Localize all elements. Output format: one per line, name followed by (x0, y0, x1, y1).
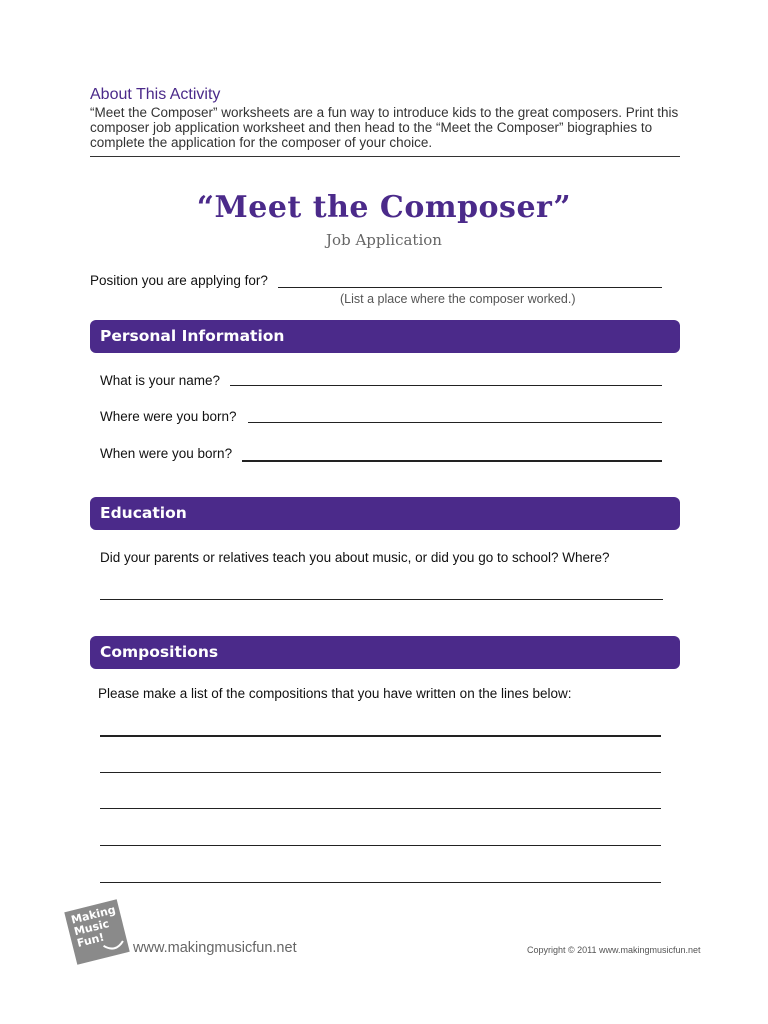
page-subtitle: Job Application (326, 231, 442, 249)
logo-text: Making Music Fun! (69, 903, 117, 950)
website-link[interactable]: www.makingmusicfun.net (133, 940, 297, 956)
compositions-heading: Compositions (100, 643, 219, 661)
making-music-fun-logo (64, 899, 129, 964)
composition-line[interactable] (100, 808, 661, 809)
position-hint: (List a place where the composer worked.) (340, 292, 576, 306)
born-date-label: When were you born? (100, 446, 233, 461)
composition-line[interactable] (100, 772, 661, 773)
composition-line[interactable] (100, 882, 661, 883)
compositions-header (90, 636, 680, 669)
education-line[interactable] (100, 599, 663, 600)
composition-line[interactable] (100, 845, 661, 846)
education-question: Did your parents or relatives teach you about music, or did you go to school? Where? (100, 550, 610, 565)
name-label: What is your name? (100, 373, 221, 388)
copyright-text: Copyright © 2011 www.makingmusicfun.net (527, 945, 701, 955)
born-date-line[interactable] (242, 460, 662, 462)
born-place-label: Where were you born? (100, 409, 237, 424)
page-title: “Meet the Composer” (196, 190, 572, 225)
name-line[interactable] (230, 385, 662, 386)
personal-info-heading: Personal Information (100, 327, 285, 345)
about-divider (90, 156, 680, 157)
about-title: About This Activity (90, 86, 221, 103)
education-heading: Education (100, 504, 187, 522)
born-place-line[interactable] (248, 422, 662, 423)
personal-info-header (90, 320, 680, 353)
about-text: “Meet the Composer” worksheets are a fun way to introduce kids to the great composers. Print this composer job application worksheet and then head to the “Meet the Composer” biographies to complete the application for the composer of your choice. (90, 105, 679, 150)
position-label: Position you are applying for? (90, 273, 268, 288)
compositions-prompt: Please make a list of the compositions that you have written on the lines below: (98, 686, 572, 701)
position-line[interactable] (278, 287, 662, 288)
composition-line[interactable] (100, 735, 661, 737)
education-header (90, 497, 680, 530)
